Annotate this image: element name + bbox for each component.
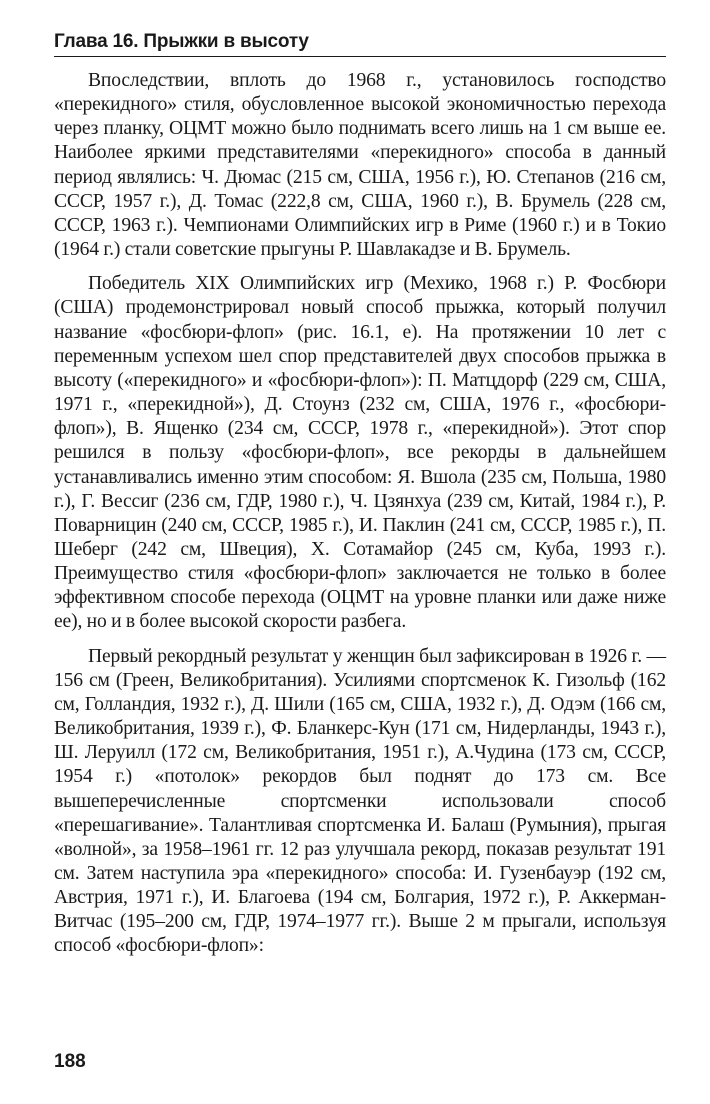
page-number: 188 [54, 1051, 86, 1072]
body-text [54, 69, 666, 959]
running-head: Глава 16. Прыжки в высоту [54, 30, 666, 57]
paragraph-3: Первый рекордный результат у женщин был зафиксирован в 1926 г. — 156 см (Греен, Великобритания). Усилиями спортсменок К. Гизольф (162 см, Голландия, 1932 г.), Д. Шили (165 см, США, 1932 г.), Д. Одэм (166 см, Великобритания, 1939 г.), Ф. Бланкерс-Кун (171 см, Нидерланды, 1943 г.), Ш. Леруилл (172 см, Великобритания, 1951 г.), А.Чудина (173 см, СССР, 1954 г.) «потолок» рекордов был поднят до 173 см. Все вышеперечисленные спортсменки использовали способ «перешагивание». Талантливая спортсменка И. Балаш (Румыния), прыгая «волной», за 1958–1961 гг. 12 раз улучшала рекорд, показав результат 191 см. Затем наступила эра «перекидного» способа: И. Гузенбауэр (192 см, Австрия, 1971 г.), И. Благоева (194 см, Болгария, 1972 г.), Р. Аккерман-Витчас (195–200 см, ГДР, 1974–1977 гг.). Выше 2 м прыгали, используя способ «фосбюри-флоп»: [54, 645, 666, 957]
paragraph-2: Победитель XIX Олимпийских игр (Мехико, 1968 г.) Р. Фосбюри (США) продемонстрировал новый способ прыжка, который получил название «фосбюри-флоп» (рис. 16.1, е). На протяжении 10 лет с переменным успехом шел спор представителей двух способов прыжка в высоту («перекидного» и «фосбюри-флоп»): П. Матцдорф (229 см, США, 1971 г., «перекидной»), Д. Стоунз (232 см, США, 1976 г., «фосбюри-флоп»), В. Ященко (234 см, СССР, 1978 г., «перекидной»). Этот спор решился в пользу «фосбюри-флоп», все рекорды в дальнейшем устанавливались именно этим способом: Я. Вшола (235 см, Польша, 1980 г.), Г. Вессиг (236 см, ГДР, 1980 г.), Ч. Цзянхуа (239 см, Китай, 1984 г.), Р. Поварницин (240 см, СССР, 1985 г.), И. Паклин (241 см, СССР, 1985 г.), П. Шеберг (242 см, Швеция), Х. Сотамайор (245 см, Куба, 1993 г.). Преимущество стиля «фосбюри-флоп» заключается не только в более эффективном способе перехода (ОЦМТ на уровне планки или даже ниже ее), но и в более высокой скорости разбега. [54, 273, 666, 633]
paragraph-1: Впоследствии, вплоть до 1968 г., установилось господство «перекидного» стиля, обусловленное высокой экономичностью перехода через планку, ОЦМТ можно было поднимать всего лишь на 1 см выше ее. Наиболее яркими представителями «перекидного» способа в данный период являлись: Ч. Дюмас (215 см, США, 1956 г.), Ю. Степанов (216 см, СССР, 1957 г.), Д. Томас (222,8 см, США, 1960 г.), В. Брумель (228 см, СССР, 1963 г.). Чемпионами Олимпийских игр в Риме (1960 г.) и в Токио (1964 г.) стали советские прыгуны Р. Шавлакадзе и В. Брумель. [54, 70, 666, 261]
book-page [54, 30, 666, 1090]
